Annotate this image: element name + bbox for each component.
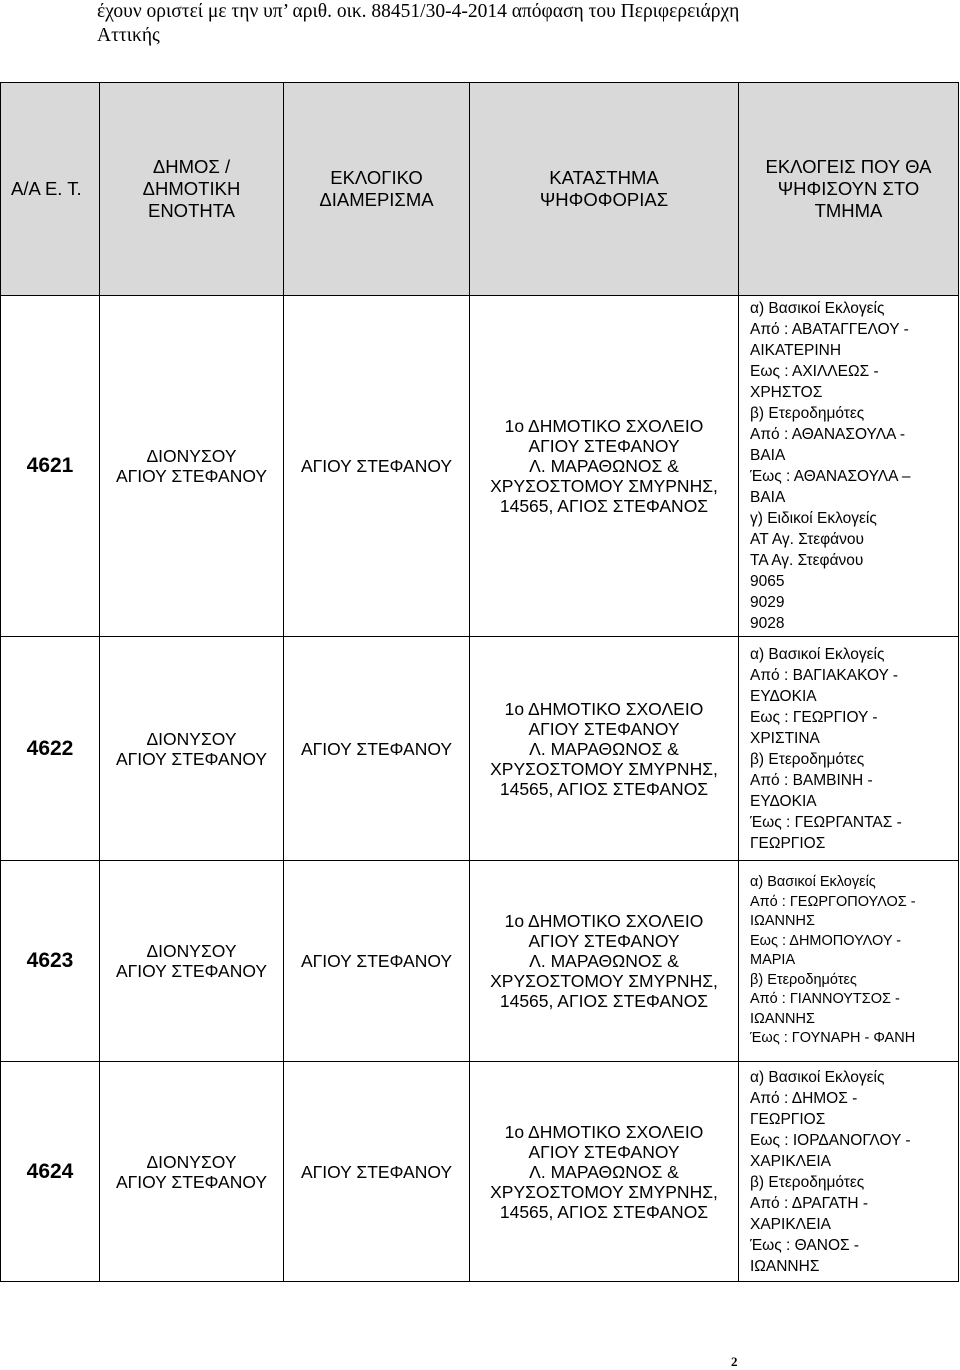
voters-line: ΧΑΡΙΚΛΕΙΑ xyxy=(750,1215,831,1233)
polling-station-line: 14565, ΑΓΙΟΣ ΣΤΕΦΑΝΟΣ xyxy=(499,496,709,516)
polling-station-line: ΧΡΥΣΟΣΤΟΜΟΥ ΣΜΥΡΝΗΣ, xyxy=(490,1181,718,1202)
header-text: ΕΝΟΤΗΤΑ xyxy=(147,200,236,221)
table-row xyxy=(1,861,959,1062)
polling-station-line: 1ο ΔΗΜΟΤΙΚΟ ΣΧΟΛΕΙΟ xyxy=(504,416,704,436)
voters-line: ΧΑΡΙΚΛΕΙΑ xyxy=(750,1152,831,1170)
page-number: 2 xyxy=(731,1354,738,1369)
voters-line: Έως : ΘΑΝΟΣ - xyxy=(750,1236,860,1254)
header-text: ΤΜΗΜΑ xyxy=(814,200,883,221)
polling-station-line: ΑΓΙΟΥ ΣΤΕΦΑΝΟΥ xyxy=(528,718,680,739)
station-number: 4624 xyxy=(1,1062,100,1282)
voters-line: ΙΩΑΝΝΗΣ xyxy=(750,1257,820,1275)
polling-station-line: 1ο ΔΗΜΟΤΙΚΟ ΣΧΟΛΕΙΟ xyxy=(504,698,704,719)
voters-line: Έως : ΑΘΑΝΑΣΟΥΛΑ – xyxy=(750,468,911,485)
intro-line-2: Αττικής xyxy=(97,25,160,46)
header-polling-station xyxy=(470,83,739,296)
voters-line: ΒΑΙΑ xyxy=(750,489,786,506)
polling-station-line: Λ. ΜΑΡΑΘΩΝΟΣ & xyxy=(529,456,679,476)
polling-stations-table xyxy=(0,82,959,1282)
voters-line: ΕΥΔΟΚΙΑ xyxy=(750,792,817,810)
header-text: ΔΗΜΟΣ / xyxy=(152,156,231,177)
header-text: ΔΙΑΜΕΡΙΣΜΑ xyxy=(319,189,434,210)
voters-line: β) Ετεροδημότες xyxy=(750,971,857,988)
station-number: 4621 xyxy=(1,296,100,637)
voters-line: Έως : ΓΟΥΝΑΡΗ - ΦΑΝΗ xyxy=(750,1030,916,1047)
polling-station-line: ΑΓΙΟΥ ΣΤΕΦΑΝΟΥ xyxy=(528,1141,680,1162)
polling-station-line: 14565, ΑΓΙΟΣ ΣΤΕΦΑΝΟΣ xyxy=(499,778,709,799)
voters-line: ΑΤ Αγ. Στεφάνου xyxy=(750,531,864,548)
intro-line-1: έχουν οριστεί με την υπ’ αριθ. οικ. 88451/30-4-2014 απόφαση του Περιφερειάρχη xyxy=(97,1,740,22)
voters-line: Εως : ΓΕΩΡΓΙΟΥ - xyxy=(750,708,878,726)
municipality-line: ΑΓΙΟΥ ΣΤΕΦΑΝΟΥ xyxy=(115,961,268,981)
municipality-line: ΑΓΙΟΥ ΣΤΕΦΑΝΟΥ xyxy=(115,1171,268,1192)
voters-line: ΜΑΡΙΑ xyxy=(750,952,796,969)
header-district xyxy=(284,83,470,296)
polling-station-line: Λ. ΜΑΡΑΘΩΝΟΣ & xyxy=(529,1161,679,1182)
header-text: ΨΗΦΟΦΟΡΙΑΣ xyxy=(539,189,669,210)
station-number: 4622 xyxy=(1,637,100,861)
polling-station-cell xyxy=(470,1062,739,1282)
voters-cell xyxy=(739,1062,959,1282)
voters-line: Από : ΑΒΑΤΑΓΓΕΛΟΥ - xyxy=(750,321,909,338)
voters-line: Από : ΒΑΜΒΙΝΗ - xyxy=(750,771,873,789)
voters-line: ΙΩΑΝΝΗΣ xyxy=(750,913,815,930)
voters-cell xyxy=(739,637,959,861)
municipality-cell xyxy=(100,296,284,637)
polling-station-line: ΧΡΥΣΟΣΤΟΜΟΥ ΣΜΥΡΝΗΣ, xyxy=(490,476,718,496)
table-row xyxy=(1,1062,959,1282)
header-number xyxy=(1,83,100,296)
polling-station-cell xyxy=(470,637,739,861)
municipality-line: ΔΙΟΝΥΣΟΥ xyxy=(146,446,237,466)
voters-line: ΑΙΚΑΤΕΡΙΝΗ xyxy=(750,342,842,359)
voters-line: γ) Ειδικοί Εκλογείς xyxy=(750,510,877,527)
district-cell: ΑΓΙΟΥ ΣΤΕΦΑΝΟΥ xyxy=(284,861,470,1062)
table-header-row xyxy=(1,83,959,296)
voters-line: α) Βασικοί Εκλογείς xyxy=(750,645,885,663)
voters-line: α) Βασικοί Εκλογείς xyxy=(750,874,876,891)
polling-station-line: ΧΡΥΣΟΣΤΟΜΟΥ ΣΜΥΡΝΗΣ, xyxy=(490,758,718,779)
municipality-cell xyxy=(100,637,284,861)
voters-line: ΤΑ Αγ. Στεφάνου xyxy=(750,552,864,569)
municipality-cell xyxy=(100,861,284,1062)
voters-line: ΓΕΩΡΓΙΟΣ xyxy=(750,1110,826,1128)
polling-station-line: ΑΓΙΟΥ ΣΤΕΦΑΝΟΥ xyxy=(528,931,680,951)
voters-line: β) Ετεροδημότες xyxy=(750,750,865,768)
voters-line: ΧΡΙΣΤΙΝΑ xyxy=(750,729,820,747)
polling-station-cell xyxy=(470,296,739,637)
voters-line: Από : ΔΗΜΟΣ - xyxy=(750,1089,858,1107)
voters-cell xyxy=(739,861,959,1062)
voters-line: α) Βασικοί Εκλογείς xyxy=(750,300,885,317)
table-body xyxy=(1,296,959,1282)
voters-line: 9029 xyxy=(750,594,785,611)
municipality-line: ΑΓΙΟΥ ΣΤΕΦΑΝΟΥ xyxy=(115,466,268,486)
voters-cell xyxy=(739,296,959,637)
district-cell: ΑΓΙΟΥ ΣΤΕΦΑΝΟΥ xyxy=(284,637,470,861)
municipality-line: ΔΙΟΝΥΣΟΥ xyxy=(146,728,237,749)
header-text: Α/Α Ε. Τ. xyxy=(11,178,82,199)
municipality-line: ΔΙΟΝΥΣΟΥ xyxy=(146,941,237,961)
voters-line: Από : ΔΡΑΓΑΤΗ - xyxy=(750,1194,869,1212)
polling-station-cell xyxy=(470,861,739,1062)
header-text: ΨΗΦΙΣΟΥΝ ΣΤΟ xyxy=(777,178,920,199)
voters-line: Από : ΒΑΓΙΑΚΑΚΟΥ - xyxy=(750,666,899,684)
voters-line: ΙΩΑΝΝΗΣ xyxy=(750,1010,815,1027)
voters-line: α) Βασικοί Εκλογείς xyxy=(750,1068,885,1086)
intro-text xyxy=(97,0,917,48)
polling-station-line: 1ο ΔΗΜΟΤΙΚΟ ΣΧΟΛΕΙΟ xyxy=(504,911,704,931)
voters-line: β) Ετεροδημότες xyxy=(750,1173,865,1191)
header-voters xyxy=(739,83,959,296)
voters-line: 9028 xyxy=(750,615,785,632)
voters-line: Από : ΓΙΑΝΝΟΥΤΣΟΣ - xyxy=(750,991,900,1008)
voters-line: 9065 xyxy=(750,573,785,590)
voters-line: β) Ετεροδημότες xyxy=(750,405,865,422)
voters-line: ΒΑΙΑ xyxy=(750,447,786,464)
voters-line: Από : ΓΕΩΡΓΟΠΟΥΛΟΣ - xyxy=(750,893,916,910)
voters-line: Έως : ΓΕΩΡΓΑΝΤΑΣ - xyxy=(750,813,902,831)
voters-line: Εως : ΙΟΡΔΑΝΟΓΛΟΥ - xyxy=(750,1131,911,1149)
header-text: ΔΗΜΟΤΙΚΗ xyxy=(142,178,241,199)
table-row xyxy=(1,637,959,861)
header-text: ΚΑΤΑΣΤΗΜΑ xyxy=(549,167,659,188)
table-row xyxy=(1,296,959,637)
polling-station-line: Λ. ΜΑΡΑΘΩΝΟΣ & xyxy=(529,738,679,759)
voters-line: ΕΥΔΟΚΙΑ xyxy=(750,687,817,705)
polling-station-line: ΧΡΥΣΟΣΤΟΜΟΥ ΣΜΥΡΝΗΣ, xyxy=(490,971,718,991)
polling-station-line: Λ. ΜΑΡΑΘΩΝΟΣ & xyxy=(529,951,679,971)
voters-line: Εως : ΑΧΙΛΛΕΩΣ - xyxy=(750,363,879,380)
polling-station-line: 1ο ΔΗΜΟΤΙΚΟ ΣΧΟΛΕΙΟ xyxy=(504,1121,704,1142)
voters-line: ΧΡΗΣΤΟΣ xyxy=(750,384,823,401)
municipality-line: ΔΙΟΝΥΣΟΥ xyxy=(146,1151,237,1172)
municipality-cell xyxy=(100,1062,284,1282)
voters-line: Εως : ΔΗΜΟΠΟΥΛΟΥ - xyxy=(750,932,902,949)
voters-line: ΓΕΩΡΓΙΟΣ xyxy=(750,834,826,852)
header-text: ΕΚΛΟΓΙΚΟ xyxy=(330,167,423,188)
polling-station-line: 14565, ΑΓΙΟΣ ΣΤΕΦΑΝΟΣ xyxy=(499,1201,709,1222)
station-number: 4623 xyxy=(1,861,100,1062)
header-municipality xyxy=(100,83,284,296)
voters-line: Από : ΑΘΑΝΑΣΟΥΛΑ - xyxy=(750,426,906,443)
district-cell: ΑΓΙΟΥ ΣΤΕΦΑΝΟΥ xyxy=(284,1062,470,1282)
polling-station-line: ΑΓΙΟΥ ΣΤΕΦΑΝΟΥ xyxy=(528,436,680,456)
municipality-line: ΑΓΙΟΥ ΣΤΕΦΑΝΟΥ xyxy=(115,748,268,769)
header-text: ΕΚΛΟΓΕΙΣ ΠΟΥ ΘΑ xyxy=(765,156,932,177)
district-cell: ΑΓΙΟΥ ΣΤΕΦΑΝΟΥ xyxy=(284,296,470,637)
polling-station-line: 14565, ΑΓΙΟΣ ΣΤΕΦΑΝΟΣ xyxy=(499,991,709,1011)
